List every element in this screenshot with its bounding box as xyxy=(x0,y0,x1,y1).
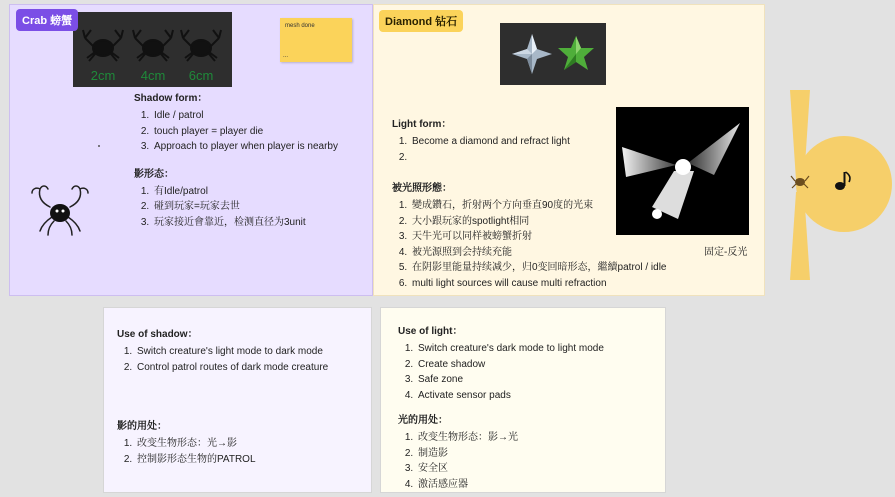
light-source-illustration xyxy=(786,88,895,282)
crab-tag[interactable]: Crab 螃蟹 xyxy=(16,9,78,31)
list-item xyxy=(410,150,612,166)
size-label: 6cm xyxy=(188,68,214,83)
light-cone-graphic xyxy=(786,88,895,282)
list-item: 4. 被光源照到会持续充能 xyxy=(410,245,752,261)
use-of-shadow-card xyxy=(103,307,372,493)
use-of-light-cn-block xyxy=(398,411,658,492)
size-label: 2cm xyxy=(90,68,116,83)
size-label: 4cm xyxy=(140,68,166,83)
list-item: 1. 改变生物形态：光→影 xyxy=(135,436,367,452)
use-of-shadow-block xyxy=(117,325,367,375)
shadow-form-cn-title: 影形态： xyxy=(134,168,174,180)
sticky-note[interactable] xyxy=(280,18,352,62)
use-of-light-cn-list xyxy=(398,430,658,492)
list-item: 4. Activate sensor pads xyxy=(416,388,658,404)
list-item: 2. 大小跟玩家的spotlight相同 xyxy=(410,214,752,230)
use-of-light-block xyxy=(398,322,658,403)
list-item: 4. 激活感应器 xyxy=(416,477,658,493)
lit-form-title: 被光照形態： xyxy=(392,183,452,194)
crab-sketch xyxy=(20,181,100,241)
list-item: 1. Become a diamond and refract light xyxy=(410,134,612,150)
sticky-note-text: mesh done xyxy=(285,23,315,29)
crab-icon xyxy=(83,30,123,61)
light-form-title: Light form： xyxy=(392,119,452,130)
sticky-note-dots: ... xyxy=(283,53,289,59)
diamond-section xyxy=(373,4,765,296)
list-item: 2. 控制影形态生物的PATROL xyxy=(135,452,367,468)
list-item: 1. Idle / patrol xyxy=(152,108,364,124)
list-item: 3. 安全区 xyxy=(416,461,658,477)
crab-icon xyxy=(133,30,173,61)
crab-sizes-image xyxy=(73,12,232,87)
list-item: 2. 碰到玩家=玩家去世 xyxy=(152,199,364,215)
list-item: 1. Switch creature's light mode to dark mode xyxy=(135,344,367,360)
diamond-tag[interactable]: Diamond 钻石 xyxy=(379,10,463,32)
list-item: 2. 制造影 xyxy=(416,446,658,462)
use-of-shadow-title: Use of shadow： xyxy=(117,329,198,340)
use-of-shadow-list xyxy=(117,344,367,375)
crab-icon xyxy=(20,181,100,241)
diamond-star-icon xyxy=(512,34,552,74)
list-item: 1. 有Idle/patrol xyxy=(152,184,364,200)
list-item: 1. 變成鑽石，折射两个方向垂直90度的光束 xyxy=(410,198,752,214)
stars-graphic xyxy=(500,23,606,85)
stray-dot xyxy=(98,145,100,147)
list-item: 2. Create shadow xyxy=(416,357,658,373)
light-refraction-image xyxy=(616,107,749,235)
list-item: 3. Safe zone xyxy=(416,372,658,388)
use-of-shadow-cn-title: 影的用处： xyxy=(117,421,167,432)
crab-section xyxy=(9,4,373,296)
refraction-graphic xyxy=(616,107,749,235)
crab-sizes-graphic xyxy=(73,12,232,87)
green-star-icon xyxy=(558,36,594,70)
list-item: 3. Approach to player when player is nearby xyxy=(152,139,364,155)
list-item: 3. 天牛光可以同样被螃蟹折射 xyxy=(410,229,752,245)
use-of-light-title: Use of light： xyxy=(398,326,463,337)
use-of-light-card xyxy=(380,307,666,493)
shadow-form-cn-list xyxy=(134,184,364,231)
diamond-forms-image xyxy=(500,23,606,85)
list-item: 2. Control patrol routes of dark mode creature xyxy=(135,360,367,376)
light-form-block xyxy=(392,115,612,165)
list-item: 3. 玩家接近會靠近，检测直径为3unit xyxy=(152,215,364,231)
list-item: 1. 改变生物形态：影→光 xyxy=(416,430,658,446)
use-of-shadow-cn-block xyxy=(117,417,367,467)
shadow-form-block xyxy=(134,89,364,230)
use-of-light-list xyxy=(398,341,658,403)
use-of-shadow-cn-list xyxy=(117,436,367,467)
list-item: 5. 在阴影里能量持续减少，归0变回暗形态，繼續patrol / idle xyxy=(410,260,752,276)
light-form-list xyxy=(392,134,612,165)
crab-icon xyxy=(181,30,221,61)
use-of-light-cn-title: 光的用处： xyxy=(398,415,448,426)
shadow-form-list xyxy=(134,108,364,155)
shadow-form-title: Shadow form： xyxy=(134,93,208,104)
list-item: 6. multi light sources will cause multi refraction xyxy=(410,276,752,292)
list-item: 1. Switch creature's dark mode to light mode xyxy=(416,341,658,357)
list-item: 2. touch player = player die xyxy=(152,124,364,140)
image-caption: 固定-反光 xyxy=(704,247,748,258)
